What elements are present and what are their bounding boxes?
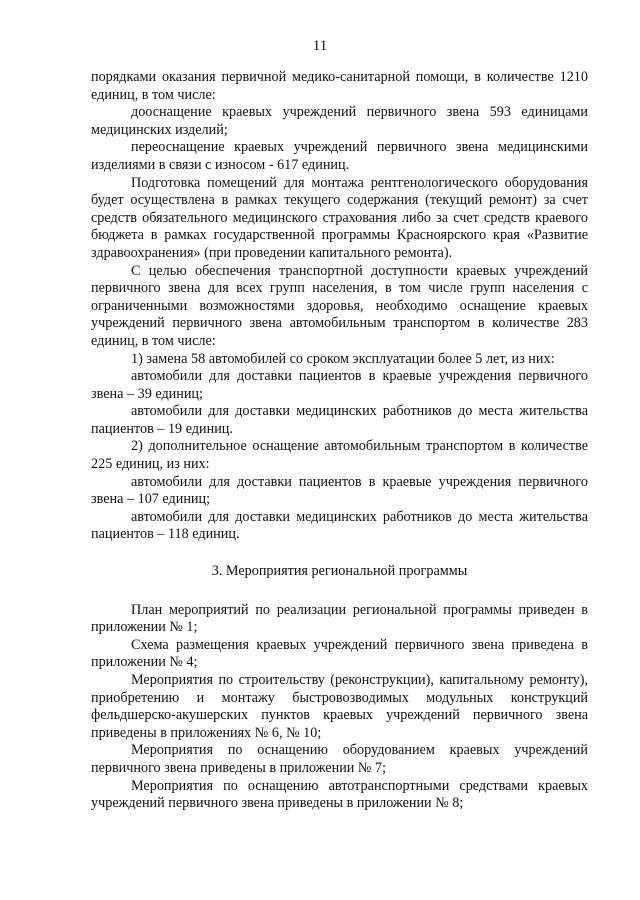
list-item-additional-vehicles: 2) дополнительное оснащение автомобильным транспортом в количестве 225 единиц, из них: [91,438,588,473]
list-item-patient-vehicles-1: автомобили для доставки пациентов в краевые учреждения первичного звена – 39 единиц; [91,368,588,402]
list-item-staff-vehicles-2: автомобили для доставки медицинских работников до места жительства пациентов – 118 единиц. [91,508,588,543]
paragraph-vehicle-measures: Мероприятия по оснащению автотранспортными средствами краевых учреждений первичного звена приведены в приложении № 8; [91,777,588,812]
paragraph-action-plan: План мероприятий по реализации региональной программы приведен в приложении № 1; [91,601,588,636]
section-heading: 3. Мероприятия региональной программы [211,563,468,580]
list-item-staff-vehicles-1: автомобили для доставки медицинских работников до места жительства пациентов – 19 единиц. [91,403,588,437]
list-item-patient-vehicles-2: автомобили для доставки пациентов в краевые учреждения первичного звена – 107 единиц; [91,473,588,508]
paragraph-equipment-supplement: дооснащение краевых учреждений первичного звена 593 единицами медицинских изделий; [91,104,588,138]
paragraph-xray-preparation: Подготовка помещений для монтажа рентгенологического оборудования будет осуществлена в рамках текущего содержания (текущий ремонт) за счет средств обязательного медицинского страхования либо за счет средств краевого бюджета в рамках государственной программы Красноярского края «Развитие здравоохранения» (при проведении капитального ремонта). [91,174,588,261]
document-body [91,69,588,813]
list-item-vehicle-replacement: 1) замена 58 автомобилей со сроком эксплуатации более 5 лет, из них: [131,350,555,367]
page-number: 11 [312,38,328,54]
paragraph-equipment-measures: Мероприятия по оснащению оборудованием краевых учреждений первичного звена приведены в приложении № 7; [91,742,588,776]
paragraph-transport-access: С целью обеспечения транспортной доступности краевых учреждений первичного звена для всех групп населения, в том числе групп населения с ограниченными возможностями здоровья, необходимо оснащение краевых учреждений первичного звена автомобильным транспортом в количестве 283 единиц, в том числе: [91,262,588,349]
paragraph-continuation: порядками оказания первичной медико-санитарной помощи, в количестве 1210 единиц, в том числе: [91,69,588,103]
paragraph-equipment-replacement: переоснащение краевых учреждений первичного звена медицинскими изделиями в связи с износом - 617 единиц. [91,139,588,173]
paragraph-placement-scheme: Схема размещения краевых учреждений первичного звена приведена в приложении № 4; [91,636,588,671]
paragraph-construction-measures: Мероприятия по строительству (реконструкции), капитальному ремонту), приобретению и монтажу быстровозводимых модульных конструкций фельдшерско-акушерских пунктов краевых учреждений первичного звена приведены в приложениях № 6, № 10; [91,672,588,741]
